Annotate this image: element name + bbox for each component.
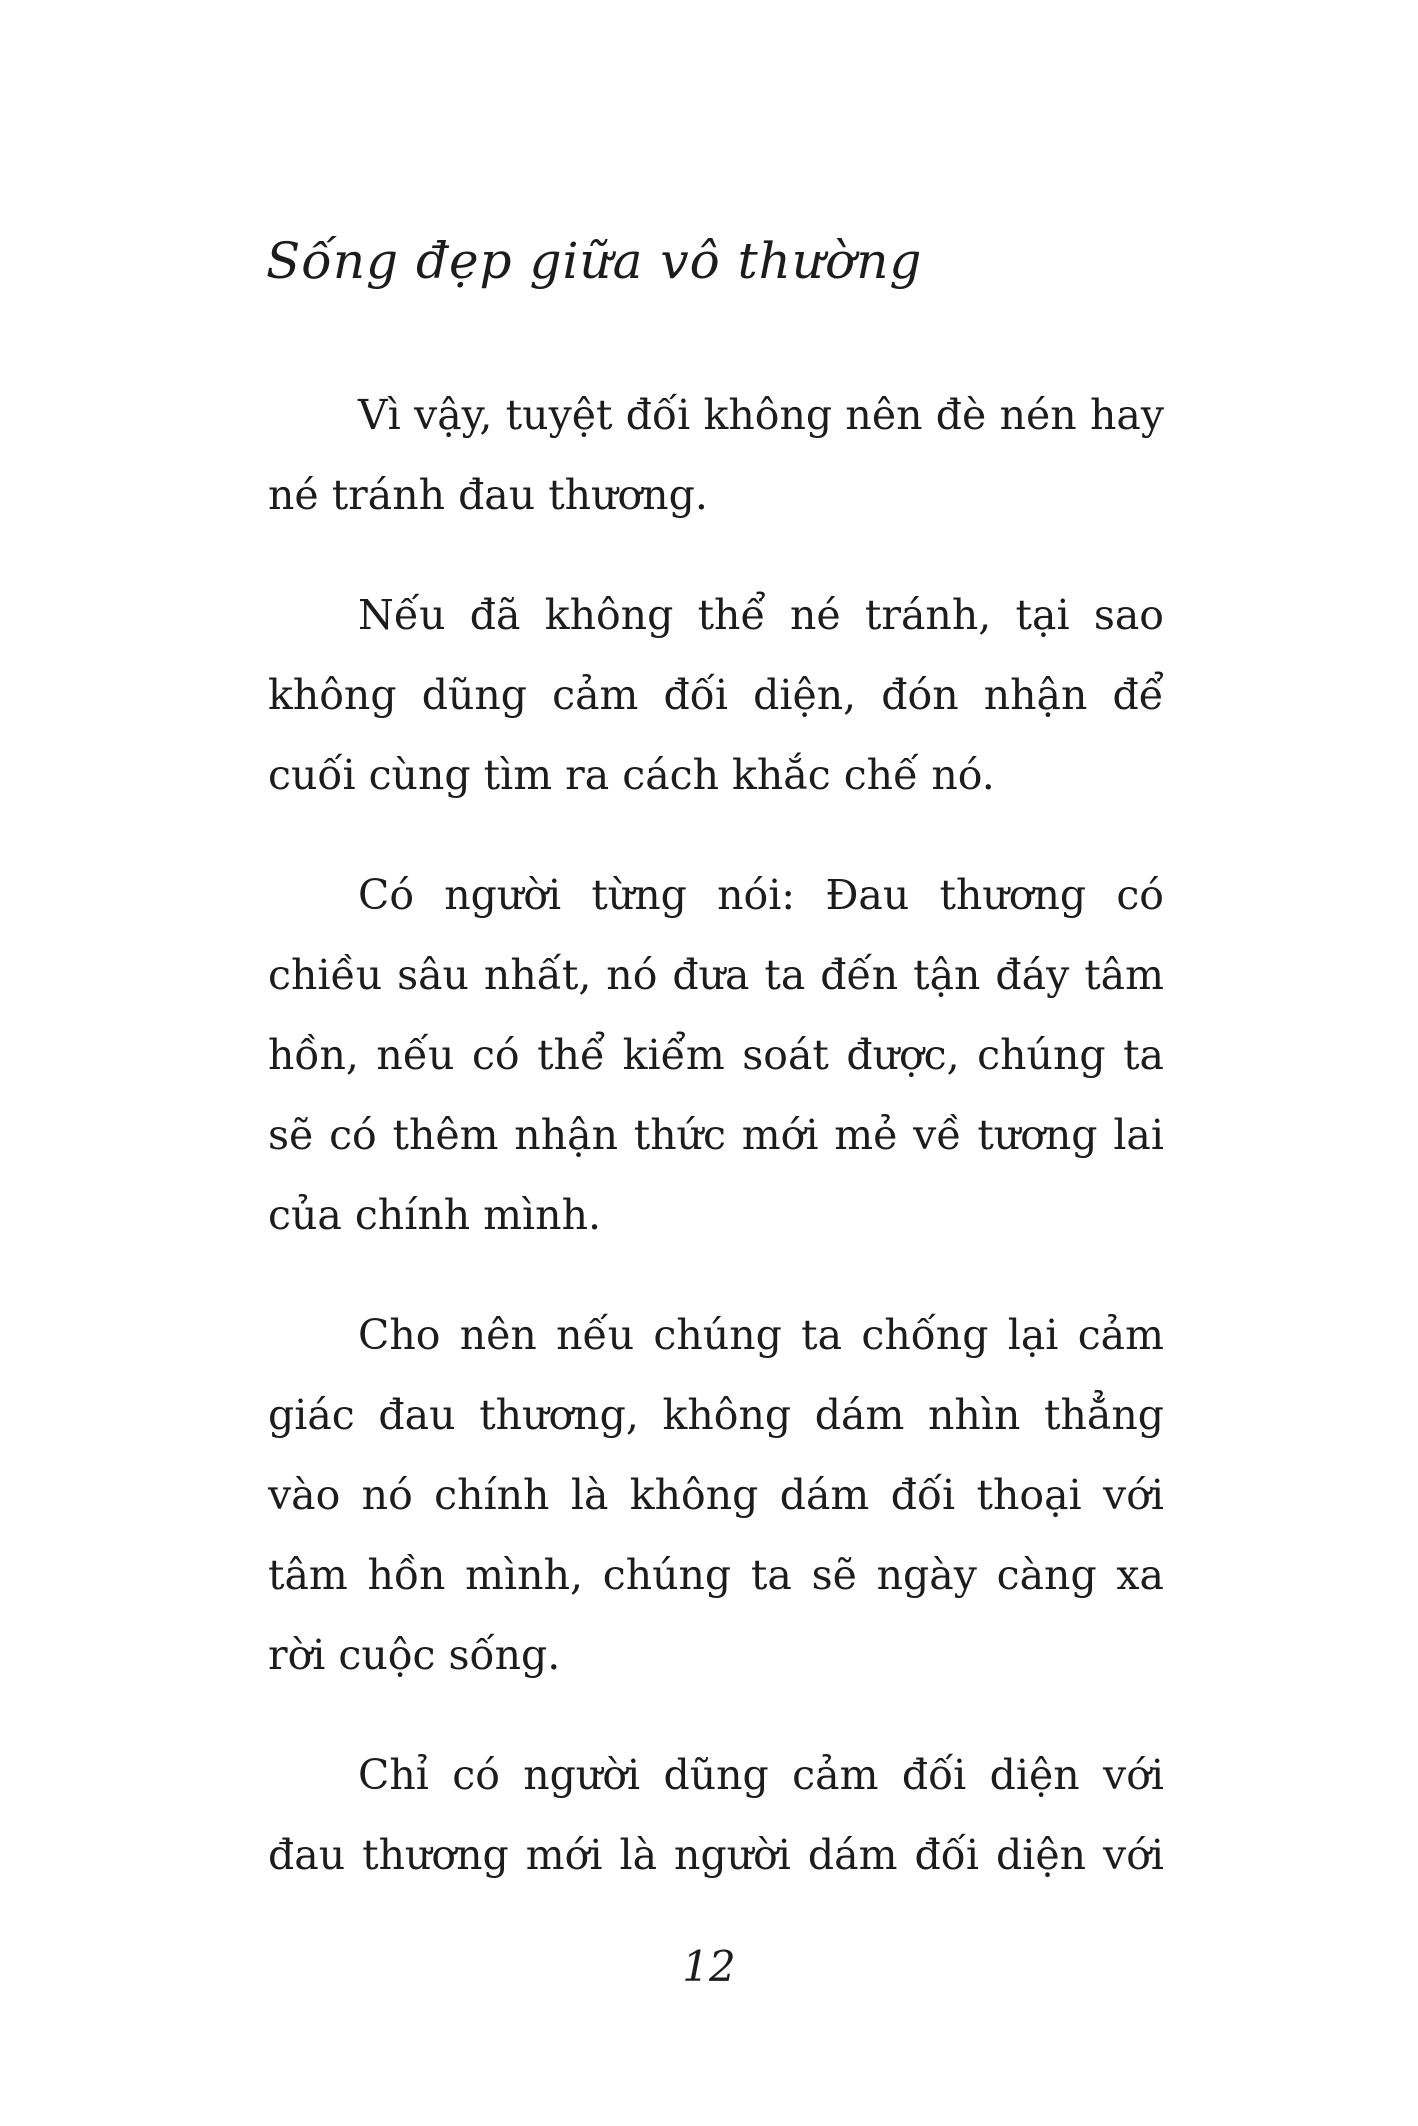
paragraph-5: Chỉ có người dũng cảm đối diện với đau thương mới là người dám đối diện với <box>268 1751 1164 1879</box>
paragraph-2: Nếu đã không thể né tránh, tại sao không dũng cảm đối diện, đón nhận để cuối cùng tìm ra cách khắc chế nó. <box>268 591 1164 799</box>
page-number: 12 <box>682 1942 736 1991</box>
paragraph-3: Có người từng nói: Đau thương có chiều sâu nhất, nó đưa ta đến tận đáy tâm hồn, nếu có thể kiểm soát được, chúng ta sẽ có thêm nhận thức mới mẻ về tương lai của chính mình. <box>268 871 1164 1239</box>
paragraph-4: Cho nên nếu chúng ta chống lại cảm giác đau thương, không dám nhìn thẳng vào nó chính là không dám đối thoại với tâm hồn mình, chúng ta sẽ ngày càng xa rời cuộc sống. <box>268 1311 1164 1679</box>
running-head: Sống đẹp giữa vô thường <box>266 232 923 290</box>
paragraph-1: Vì vậy, tuyệt đối không nên đè nén hay né tránh đau thương. <box>268 391 1164 519</box>
body-text <box>268 375 1164 1935</box>
